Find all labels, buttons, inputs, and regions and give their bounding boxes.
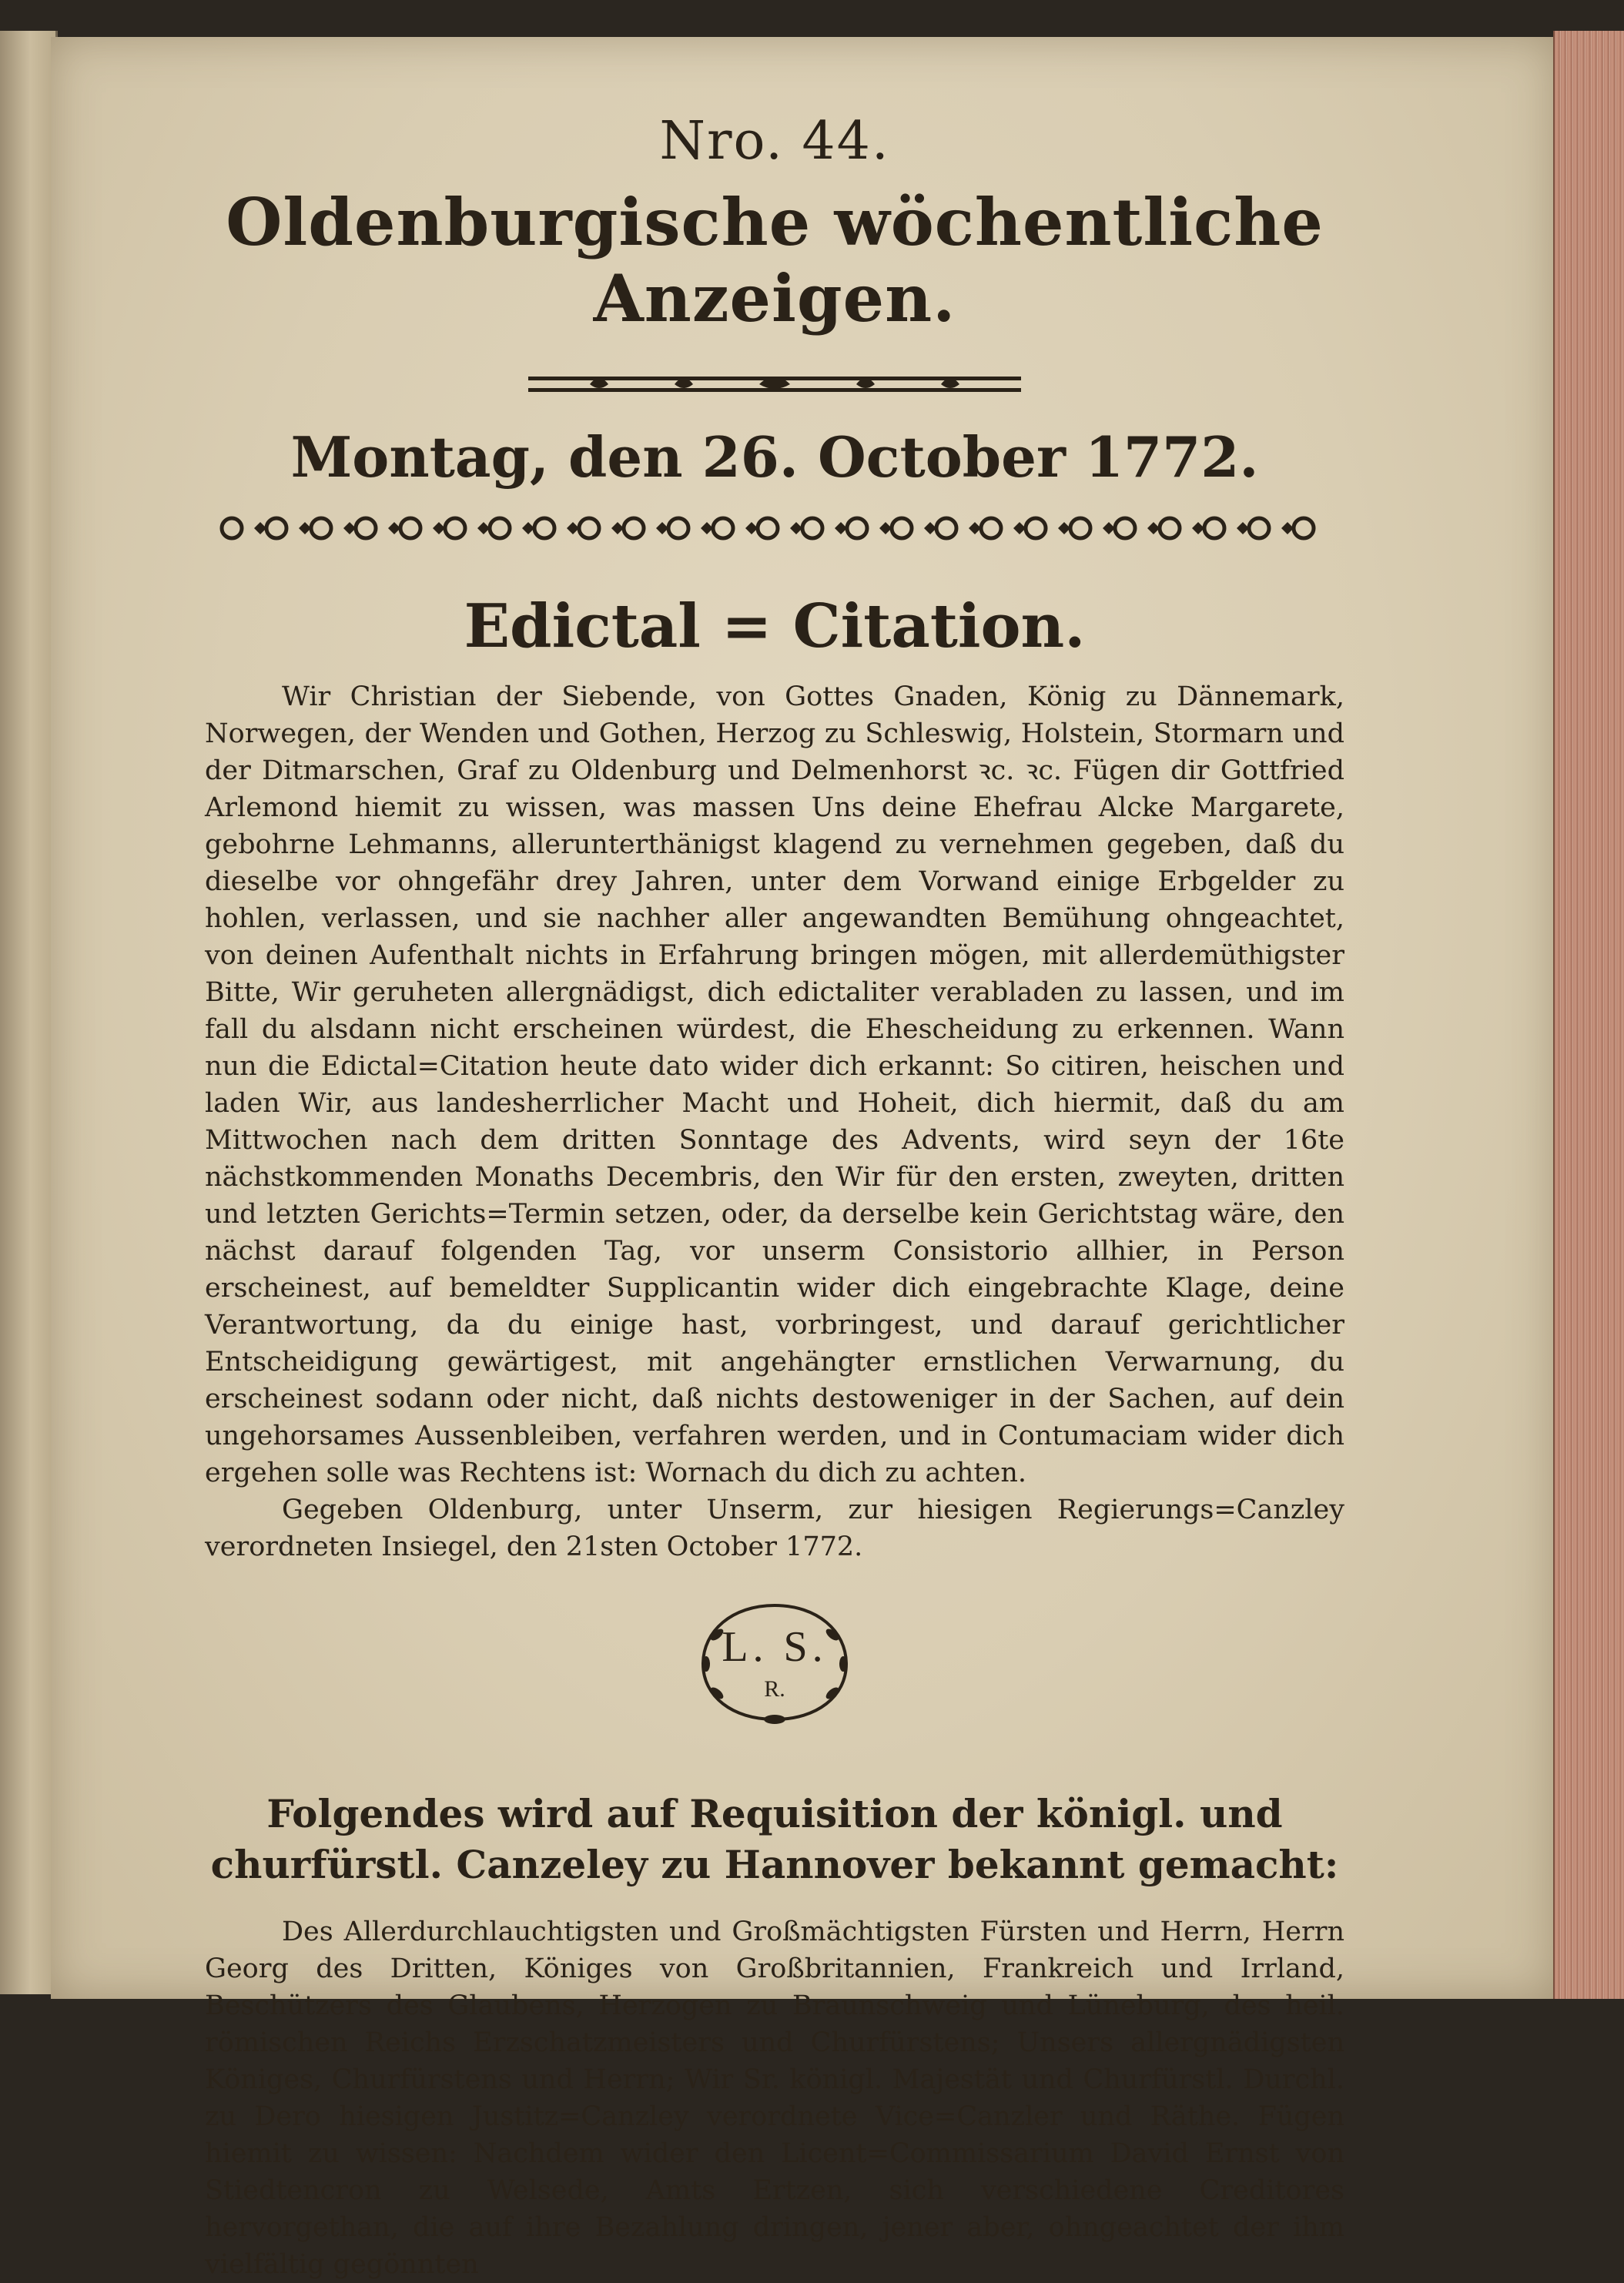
section-body-requisition	[205, 1913, 1344, 2283]
issue-date: Montag, den 26. October 1772.	[290, 424, 1259, 490]
chain-border-icon	[216, 513, 1333, 544]
seal-initials: L. S.	[722, 1623, 828, 1671]
seal-mark	[686, 1596, 863, 1727]
masthead-title: Oldenburgische wöchentliche Anzeigen.	[226, 184, 1324, 336]
section-title-requisition: Folgendes wird auf Requisition der königl. und churfürstl. Canzeley zu Hannover bekannt gemacht:	[210, 1791, 1339, 1887]
paragraph: Wir Christian der Siebende, von Gottes Gnaden, König zu Dännemark, Norwegen, der Wenden und Gothen, Herzog zu Schleswig, Holstein, Stormarn und der Ditmarschen, Graf zu Oldenburg und Delmenhorst ꝛc. ꝛc. Fügen dir Gottfried Arlemond hiemit zu wissen, was massen Uns deine Ehefrau Alcke Margarete, gebohrne Lehmanns, allerunterthänigst klagend zu vernehmen gegeben, daß du dieselbe vor ohngefähr drey Jahren, unter dem Vorwand einige Erbgelder zu hohlen, verlassen, und sie nachher aller angewandten Bemühung ohngeachtet, von deinen Aufenthalt nichts in Erfahrung bringen mögen, mit allerdemüthigster Bitte, Wir geruheten allergnädigst, dich edictaliter verabladen zu lassen, und im fall du alsdann nicht erscheinen würdest, die Ehescheidung zu erkennen. Wann nun die Edictal=Citation heute dato wider dich erkannt: So citiren, heischen und laden Wir, aus landesherrlicher Macht und Hoheit, dich hiermit, daß du am Mittwochen nach dem dritten Sonntage des Advents, wird seyn der 16te nächstkommenden Monaths Decembris, den Wir für den ersten, zweyten, dritten und letzten Gerichts=Termin setzen, oder, da derselbe kein Gerichtstag wäre, den nächst darauf folgenden Tag, vor unserm Consistorio allhier, in Person erscheinest, auf bemeldter Supplicantin wider dich eingebrachte Klage, deine Verantwortung, da du einige hast, vorbringest, und darauf gerichtlicher Entscheidigung gewärtigest, mit angehängter ernstlichen Verwarnung, du erscheinest sodann oder nicht, daß nichts destoweniger in der Sachen, auf dein ungehorsames Aussenbleiben, verfahren werden, und in Contumaciam wider dich ergehen solle was Rechtens ist: Wornach du dich zu achten.	[205, 681, 1344, 1488]
section-title-edictal-citation: Edictal = Citation.	[464, 591, 1086, 661]
newspaper-page	[51, 37, 1556, 2280]
page-content	[205, 111, 1344, 2283]
decorative-border	[216, 513, 1333, 544]
seal-letter: R.	[764, 1676, 785, 1702]
title-rule-ornament	[528, 369, 1021, 400]
paragraph: Gegeben Oldenburg, unter Unserm, zur hiesigen Regierungs=Canzley verordneten Insiegel, den 21sten October 1772.	[205, 1495, 1344, 1562]
facing-page-edge	[0, 31, 58, 1994]
book-fore-edge	[1553, 31, 1624, 1999]
rule-ornament-icon	[528, 369, 1021, 400]
issue-number: Nro. 44.	[659, 111, 890, 172]
paragraph: Des Allerdurchlauchtigsten und Großmächtigsten Fürsten und Herrn, Herrn Georg des Dritten, Königes von Großbritannien, Frankreich und Irrland, Beschützers des Glaubens, Herzogen zu Braunschweig und Lüneburg, des heil. römischen Reichs Erzschatzmeisters und Churfürstens; Unsers allergnädigsten Königes, Churfürstens und Herrn; Wir Sr. königl. Majestät und Churfürstl. Durchl. zu Dero hiesigen Justitz=Canzley verordnete Vice=Canzler und Räthe. Fügen hiemit zu wissen: Nachdem wider den Licent=Commissarium David Ernst von Stiedtencron zu Welsede, Amts Ertzen, sich verschiedene Creditores hervorgethan, die auf ihre Bezahlung dringen, jener aber, ohngeachtet der ihm vielfältig gegönnten	[205, 1916, 1344, 2280]
section-body-edictal-citation	[205, 678, 1344, 1565]
